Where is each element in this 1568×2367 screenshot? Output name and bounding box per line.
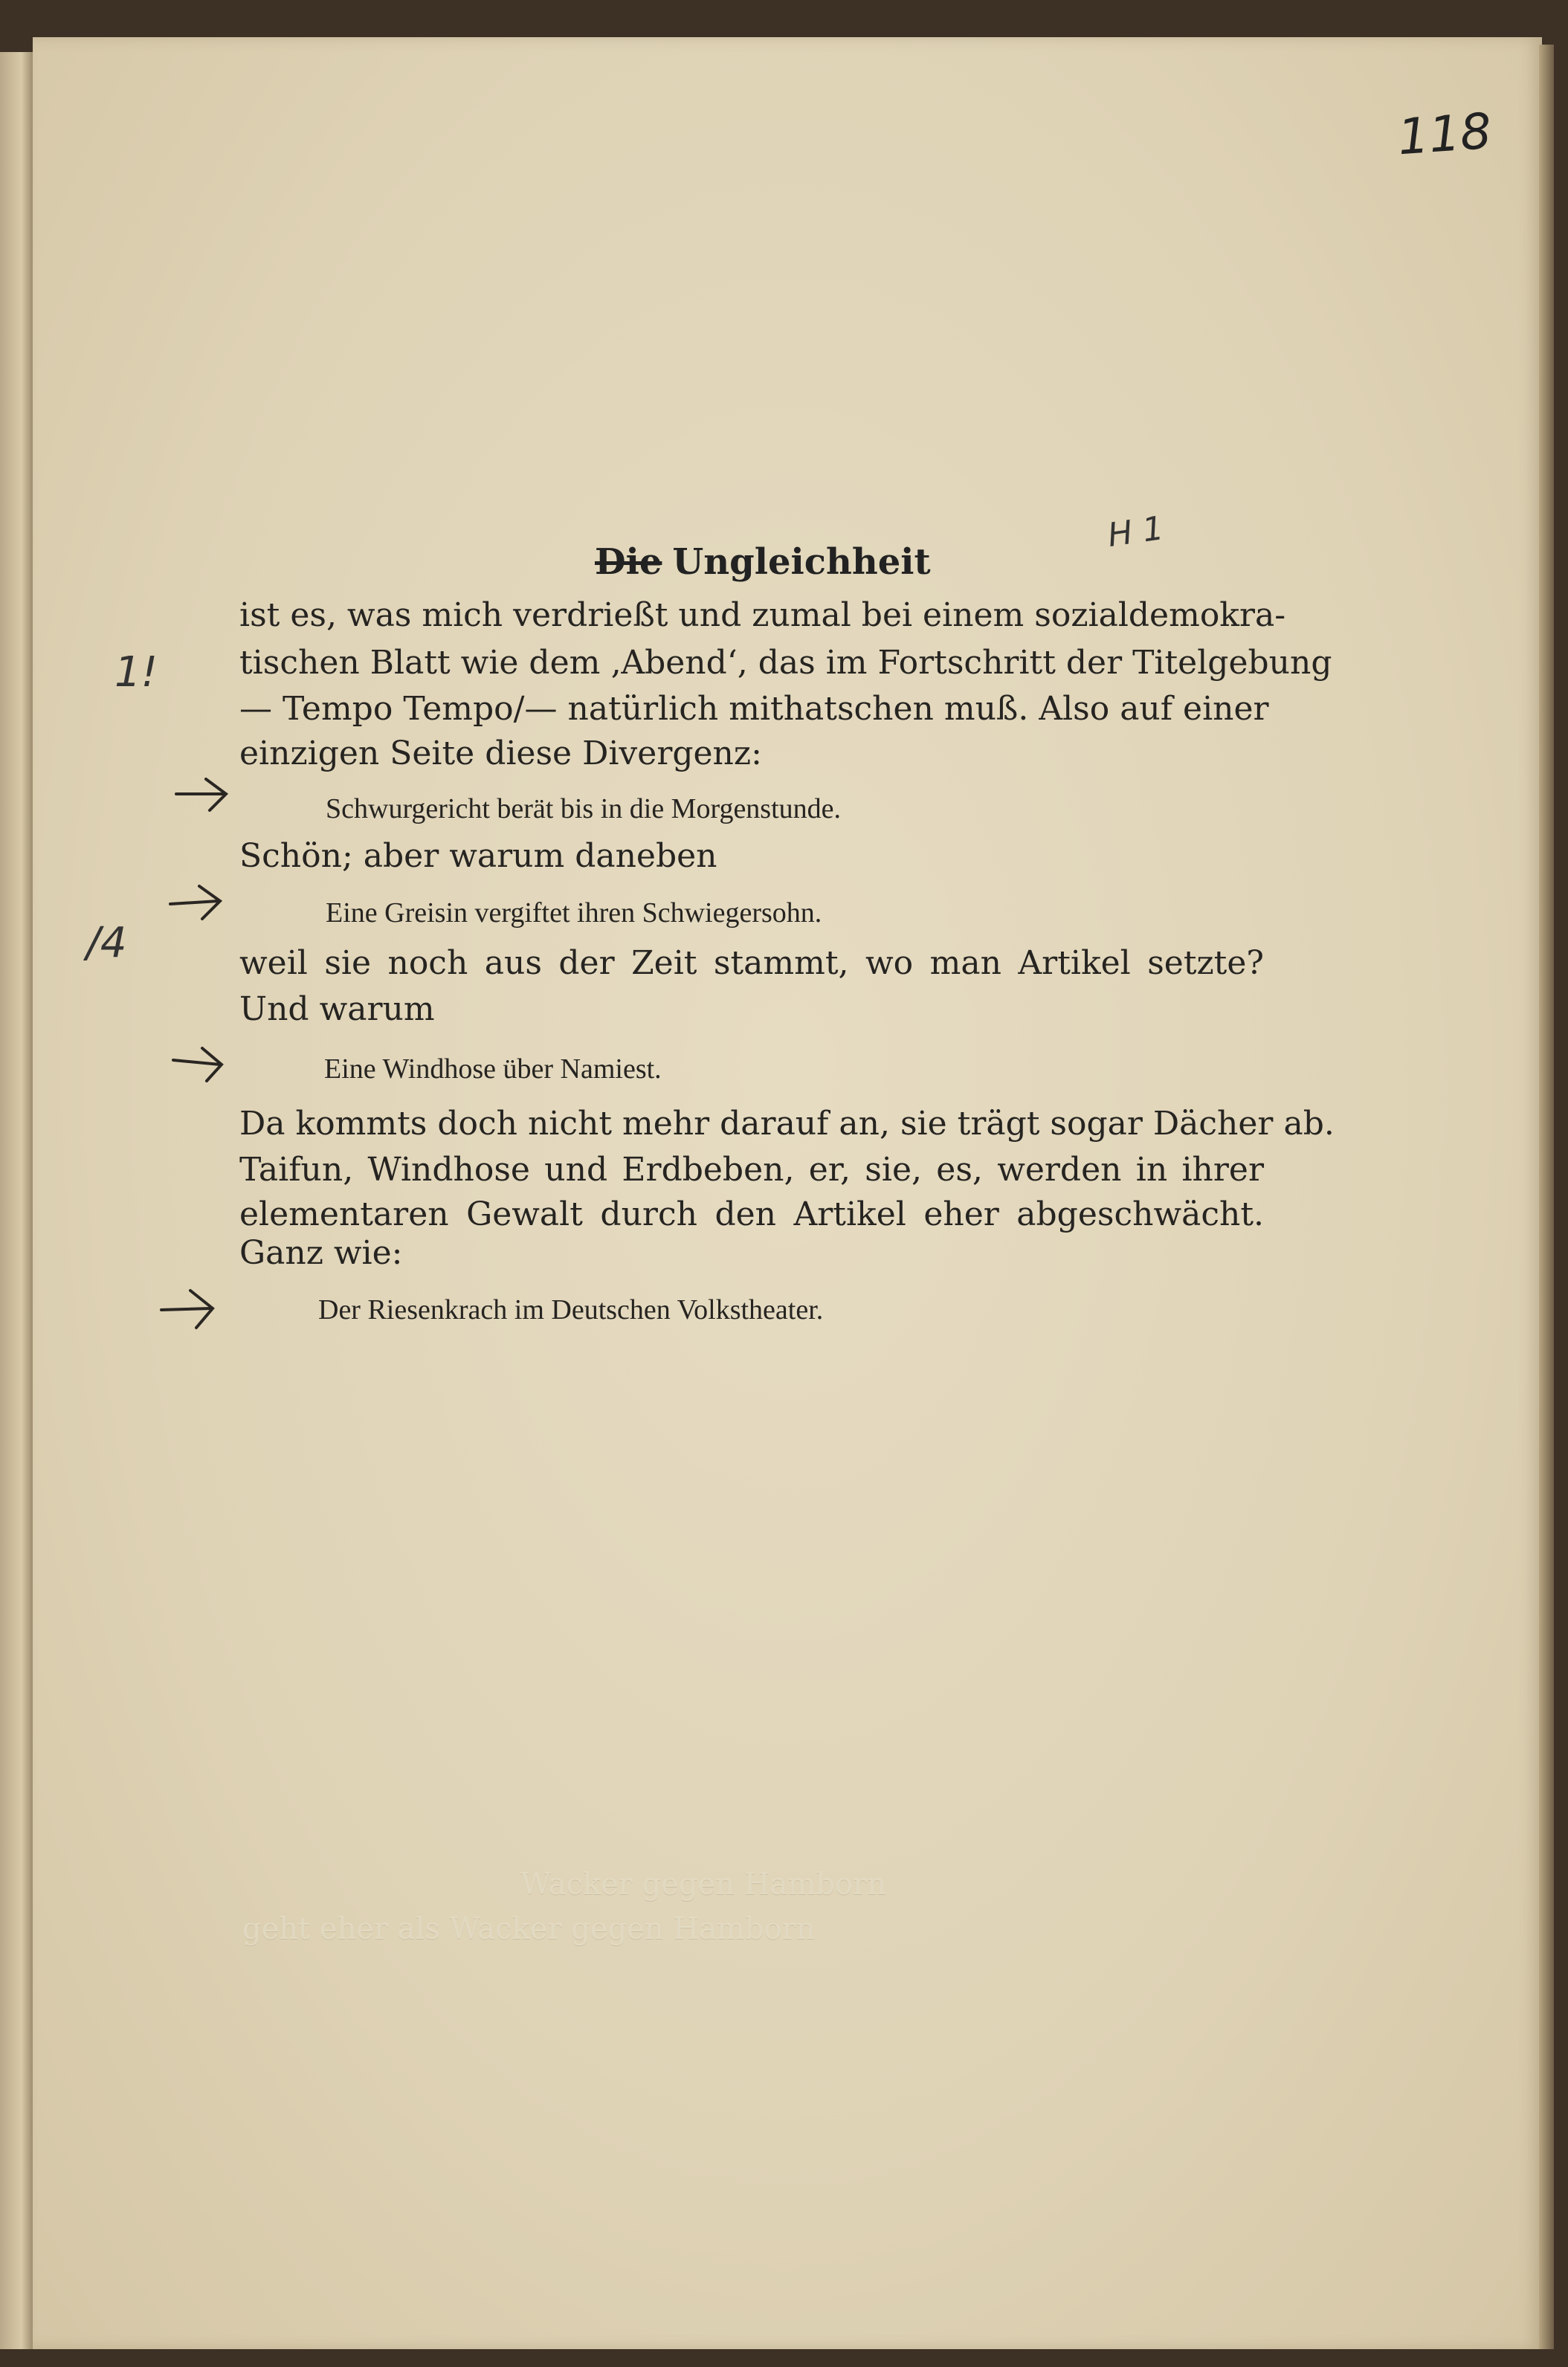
text-line: Schön; aber warum daneben — [239, 837, 717, 875]
text-line: Ganz wie: — [239, 1234, 403, 1272]
left-page-edge — [0, 52, 36, 2349]
text-line: einzigen Seite diese Divergenz: — [239, 734, 762, 772]
text-line: tischen Blatt wie dem ‚Abend‘, das im Fortschritt der Titelgebung — [239, 644, 1332, 682]
headline-3: Eine Windhose über Namiest. — [324, 1053, 662, 1085]
struck-article: Die — [595, 541, 662, 583]
text-line: ist es, was mich verdrießt und zumal bei einem sozialdemokra- — [239, 596, 1286, 634]
show-through-text-1: Wacker gegen Hamborn — [520, 1867, 886, 1902]
text-line: elementaren Gewalt durch den Artikel eher abgeschwächt. — [239, 1195, 1264, 1233]
arrow-mark-2 — [167, 880, 233, 925]
text-line: Taifun, Windhose und Erdbeben, er, sie, es, werden in ihrer — [239, 1151, 1264, 1189]
text-line: weil sie noch aus der Zeit stammt, wo man Artikel setzte? — [239, 944, 1264, 982]
text-line: — Tempo Tempo/— natürlich mithatschen muß. Also auf einer — [239, 690, 1269, 728]
arrow-mark-3 — [170, 1041, 236, 1085]
right-page-edge — [1539, 45, 1554, 2349]
book-page — [33, 37, 1542, 2349]
margin-mark-1: 1! — [114, 648, 158, 697]
text-line: Und warum — [239, 990, 435, 1028]
headline-1: Schwurgericht berät bis in die Morgenstunde. — [326, 793, 842, 824]
page-number-handwritten: 118 — [1396, 102, 1494, 167]
margin-mark-2: /4 — [86, 919, 127, 967]
arrow-mark-4 — [158, 1283, 225, 1335]
page-title — [595, 541, 931, 583]
headline-2: Eine Greisin vergiftet ihren Schwiegersohn. — [326, 897, 822, 929]
text-line: Da kommts doch nicht mehr darauf an, sie trägt sogar Dächer ab. — [239, 1105, 1335, 1143]
handwritten-note: H 1 — [1105, 509, 1167, 555]
arrow-mark-1 — [172, 772, 239, 816]
headline-4: Der Riesenkrach im Deutschen Volkstheater. — [318, 1294, 824, 1325]
title-text: Ungleichheit — [672, 541, 931, 583]
show-through-text-2: geht eher als Wacker gegen Hamborn — [242, 1912, 816, 1946]
